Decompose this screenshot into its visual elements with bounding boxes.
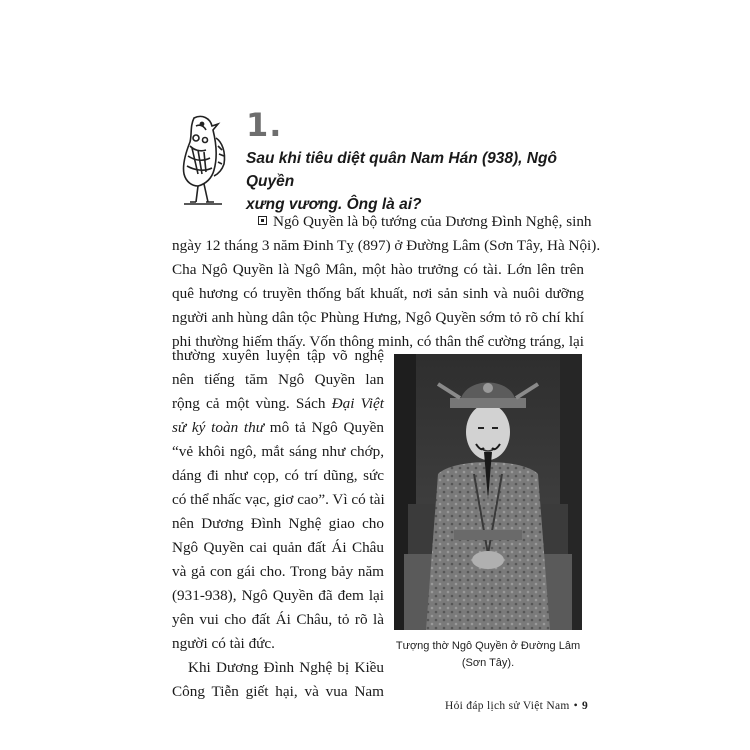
question-line-2: xưng vương. Ông là ai? — [246, 196, 422, 213]
caption-line-1: Tượng thờ Ngô Quyền ở Đường Lâm — [395, 640, 581, 652]
book-title-italic: Đại Việt — [331, 395, 384, 412]
footer-separator: • — [573, 700, 578, 712]
running-book-title: Hỏi đáp lịch sử Việt Nam — [444, 700, 570, 712]
statue-illustration — [394, 354, 582, 630]
body-line: có thể nhấc vạc, giơ cao”. Vì có tài — [172, 491, 385, 508]
square-bullet-icon — [258, 216, 267, 225]
body-line: người có tài đức. — [172, 635, 275, 652]
body-line: dáng đi như cọp, có trí dũng, sức — [172, 467, 384, 484]
body-line: nên tiếng tăm Ngô Quyền lan — [172, 371, 384, 388]
statue-photo — [394, 354, 582, 630]
body-line: Ngô Quyền là bộ tướng của Dương Đình Nghệ, sinh — [172, 210, 584, 234]
body-line: sử ký toàn thư mô tả Ngô Quyền — [172, 419, 385, 436]
page-number: 9 — [581, 700, 588, 712]
body-line: quê hương có truyền thống bất khuất, nơi sản sinh và nuôi dưỡng — [172, 285, 584, 302]
caption-line-2: (Sơn Tây). — [461, 657, 515, 669]
page-footer — [418, 700, 588, 712]
body-line: phi thường hiếm thấy. Vốn thông minh, có thân thể cường tráng, lại — [172, 333, 584, 350]
body-line: thường xuyên luyện tập võ nghệ — [172, 347, 384, 364]
body-line: yên vui cho đất Ái Châu, tỏ rõ là — [172, 611, 384, 628]
body-line: Cha Ngô Quyền là Ngô Mân, một hào trưởng có tài. Lớn lên trên — [172, 261, 584, 278]
question-number: 1. — [246, 106, 283, 144]
body-line: và gả con gái cho. Trong bảy năm — [172, 563, 384, 580]
figure-caption — [390, 638, 586, 672]
body-line: nên Dương Đình Nghệ giao cho — [172, 515, 384, 532]
question-line-1: Sau khi tiêu diệt quân Nam Hán (938), Ngô Quyền — [246, 150, 557, 190]
book-title-italic: sử ký toàn thư — [172, 419, 265, 436]
body-line: người anh hùng dân tộc Phùng Hưng, Ngô Quyền sớm tỏ rõ chí khí — [172, 309, 584, 326]
body-line: ngày 12 tháng 3 năm Đinh Tỵ (897) ở Đường Lâm (Sơn Tây, Hà Nội). — [172, 237, 601, 254]
body-line: Khi Dương Đình Nghệ bị Kiều — [188, 659, 384, 676]
body-line: Công Tiễn giết hại, và vua Nam — [172, 683, 384, 700]
body-line: Ngô Quyền cai quản đất Ái Châu — [172, 539, 384, 556]
body-paragraph-full — [172, 210, 601, 354]
question-text — [246, 147, 606, 216]
body-line: (931-938), Ngô Quyền đã đem lại — [172, 587, 384, 604]
bird-emblem-icon — [172, 112, 234, 212]
body-line: rộng cả một vùng. Sách Đại Việt — [172, 395, 384, 412]
body-line: “vẻ khôi ngô, mắt sáng như chớp, — [172, 443, 384, 460]
body-paragraph-narrow — [172, 344, 384, 704]
